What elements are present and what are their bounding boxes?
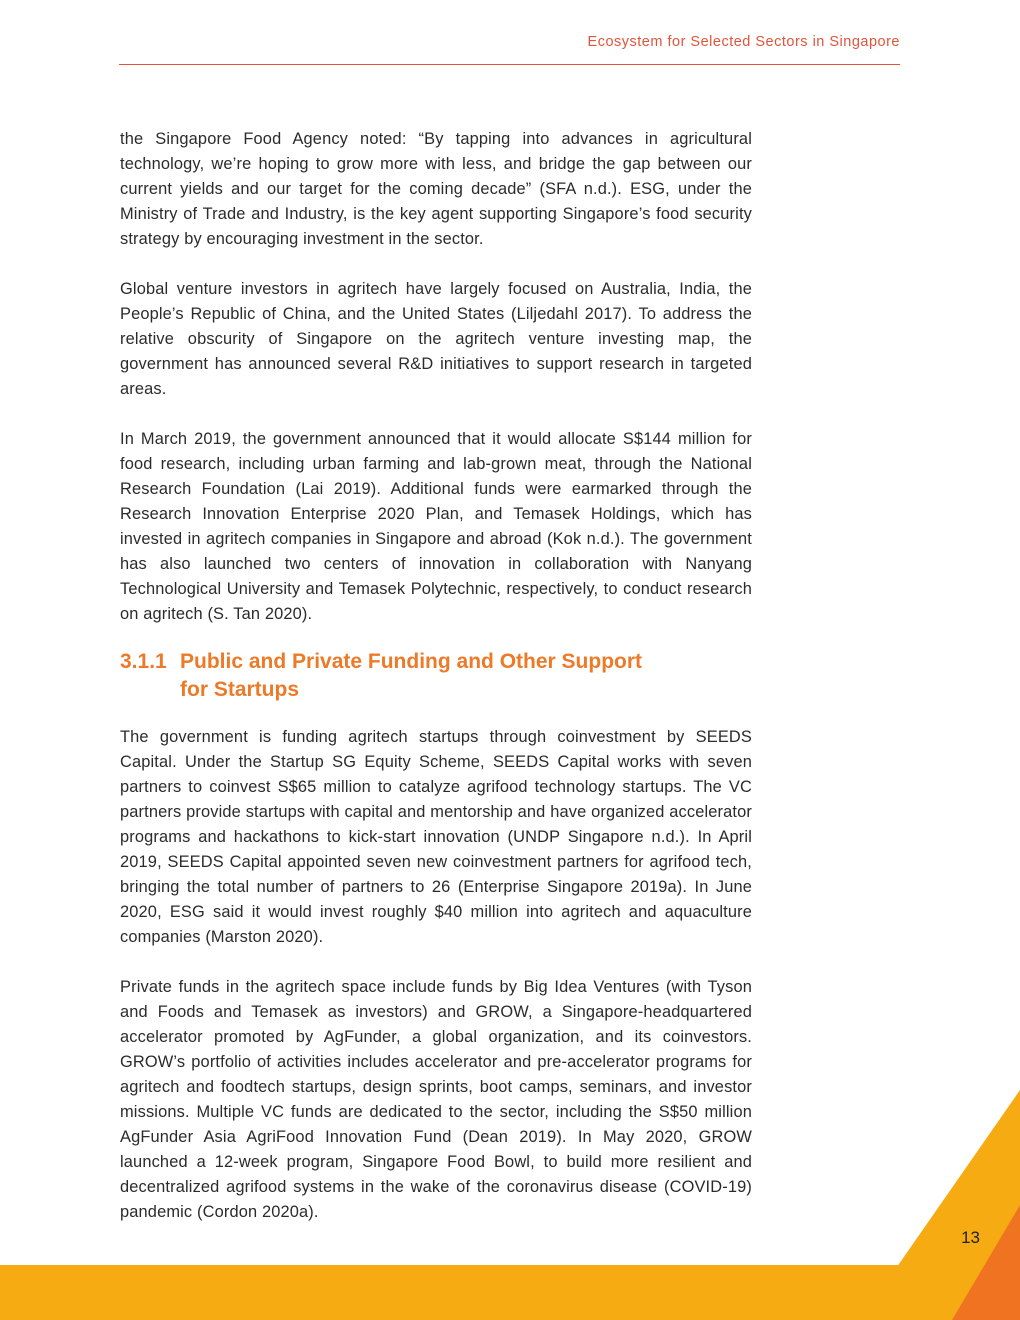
paragraph-global-investors: Global venture investors in agritech have largely focused on Australia, India, the People’s Republic of China, and the United States (Liljedahl 2017). To address the relative obscurity of Singapore on the agritech venture investing map, the government has announced several R&D initiatives to support research in targeted areas. [120,280,752,398]
paragraph-private-funds: Private funds in the agritech space include funds by Big Idea Ventures (with Tyson and Foods and Temasek as investors) and GROW, a Singapore-headquartered accelerator promoted by AgFunder, a global organization, and its coinvestors. GROW’s portfolio of activities includes accelerator and pre-accelerator programs for agritech and foodtech startups, design sprints, boot camps, seminars, and investor missions. Multiple VC funds are dedicated to the sector, including the S$50 million AgFunder Asia AgriFood Innovation Fund (Dean 2019). In May 2020, GROW launched a 12-week program, Singapore Food Bowl, to build more resilient and decentralized agrifood systems in the wake of the coronavirus disease (COVID-19) pandemic (Cordon 2020a). [120,978,752,1221]
paragraph-seeds-capital: The government is funding agritech startups through coinvestment by SEEDS Capital. Under the Startup SG Equity Scheme, SEEDS Capital works with seven partners to coinvest S$65 million to catalyze agrifood technology startups. The VC partners provide startups with capital and mentorship and have organized accelerator programs and hackathons to kick-start innovation (UNDP Singapore n.d.). In April 2019, SEEDS Capital appointed seven new coinvestment partners for agrifood tech, bringing the total number of partners to 26 (Enterprise Singapore 2019a). In June 2020, ESG said it would invest roughly $40 million into agritech and aquaculture companies (Marston 2020). [120,728,752,946]
section-number: 3.1.1 [120,650,167,673]
paragraph-march-2019: In March 2019, the government announced that it would allocate S$144 million for food research, including urban farming and lab-grown meat, through the National Research Foundation (Lai 2019). Additional funds were earmarked through the Research Innovation Enterprise 2020 Plan, and Temasek Holdings, which has invested in agritech companies in Singapore and abroad (Kok n.d.). The government has also launched two centers of innovation in collaboration with Nanyang Technological University and Temasek Polytechnic, respectively, to conduct research on agritech (S. Tan 2020). [120,430,752,623]
page-number: 13 [961,1228,980,1247]
section-title: Public and Private Funding and Other Support for Startups [180,650,643,701]
paragraph-sfa-quote: the Singapore Food Agency noted: “By tapping into advances in agricultural technology, we’re hoping to grow more with less, and bridge the gap between our current yields and our target for the coming decade” (SFA n.d.). ESG, under the Ministry of Trade and Industry, is the key agent supporting Singapore’s food security strategy by encouraging investment in the sector. [120,130,752,248]
running-header-title: Ecosystem for Selected Sectors in Singapore [587,34,900,50]
